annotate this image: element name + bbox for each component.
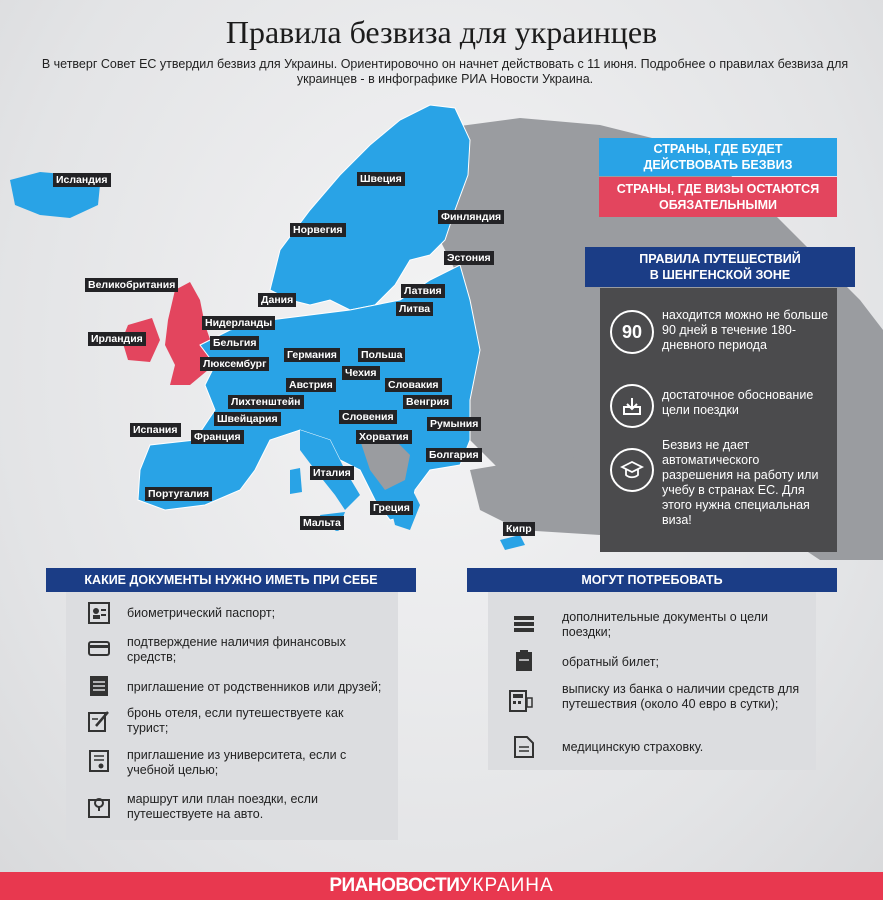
page-title: Правила безвиза для украинцев (225, 14, 658, 50)
footer-brand (0, 872, 883, 900)
label-bulgaria: Болгария (426, 448, 482, 462)
label-hungary: Венгрия (403, 395, 452, 409)
sardinia (290, 468, 302, 494)
card-icon (86, 636, 112, 662)
label-netherlands: Нидерланды (202, 316, 275, 330)
label-slovenia: Словения (339, 410, 397, 424)
label-latvia: Латвия (401, 284, 445, 298)
label-estonia: Эстония (444, 251, 494, 265)
documents-header (46, 568, 416, 592)
documents-stack-icon (511, 612, 537, 638)
rule-stay-limit: находится можно не больше 90 дней в течение 180-дневного периода (662, 308, 829, 352)
rule-purpose: достаточное обоснование цели поездки (662, 388, 814, 417)
download-icon (610, 384, 654, 428)
label-switzerland: Швейцария (214, 412, 281, 426)
route-map-icon (86, 794, 112, 820)
insurance-icon (511, 734, 537, 760)
page-subtitle: В четверг Совет ЕС утвердил безвиз для Украины. Ориентировочно он начнет действовать с 11 июня. Подробнее о правилах безвиза для украинцев - в инфографике РИА Новости Украина. (41, 57, 849, 86)
label-france: Франция (191, 430, 244, 444)
doc-university: приглашение из университета, если с учебной целью; (127, 748, 347, 777)
may-require-header-text: МОГУТ ПОТРЕБОВАТЬ (581, 573, 723, 587)
documents-header-text: КАКИЕ ДОКУМЕНТЫ НУЖНО ИМЕТЬ ПРИ СЕБЕ (84, 573, 378, 587)
ticket-icon (511, 648, 537, 674)
label-great-britain: Великобритания (85, 278, 178, 292)
brand-ria: РИАНОВОСТИ (329, 875, 460, 896)
req-return-ticket: обратный билет; (562, 655, 659, 669)
label-greece: Греция (370, 501, 413, 515)
label-czechia: Чехия (342, 366, 380, 380)
label-germany: Германия (284, 348, 340, 362)
label-ireland: Ирландия (88, 332, 146, 346)
label-romania: Румыния (427, 417, 481, 431)
label-italy: Италия (310, 466, 354, 480)
label-lithuania: Литва (396, 302, 433, 316)
rule-no-work: Безвиз не дает автоматического разрешения на работу или учебу в странах ЕС. Для этого нужна специальная виза! (662, 438, 819, 527)
doc-route: маршрут или план поездки, если путешествуете на авто. (127, 792, 318, 821)
label-norway: Норвегия (290, 223, 346, 237)
passport-icon (86, 600, 112, 626)
legend-visa-required (599, 177, 837, 217)
label-croatia: Хорватия (356, 430, 412, 444)
doc-passport: биометрический паспорт; (127, 606, 276, 620)
may-require-header (467, 568, 837, 592)
label-poland: Польша (358, 348, 405, 362)
rules-header-text: ПРАВИЛА ПУТЕШЕСТВИЙ В ШЕНГЕНСКОЙ ЗОНЕ (639, 252, 801, 282)
cyprus (500, 535, 525, 550)
hotel-booking-icon (86, 708, 112, 734)
doc-finances: подтверждение наличия финансовых средств; (127, 635, 346, 664)
graduation-cap-icon (610, 448, 654, 492)
req-extra-docs: дополнительные документы о цели поездки; (562, 610, 768, 639)
label-iceland: Исландия (53, 173, 111, 187)
label-sweden: Швеция (357, 172, 405, 186)
rules-header (585, 247, 855, 287)
bank-statement-icon (507, 688, 533, 714)
req-bank-statement: выписку из банка о наличии средств для путешествия (около 40 евро в сутки); (562, 682, 800, 711)
legend-visa-required-text: СТРАНЫ, ГДЕ ВИЗЫ ОСТАЮТСЯ ОБЯЗАТЕЛЬНЫМИ (616, 182, 820, 212)
label-austria: Австрия (286, 378, 336, 392)
label-finland: Финляндия (438, 210, 504, 224)
ninety-days-value: 90 (621, 321, 643, 342)
legend-visa-free (599, 138, 837, 176)
req-insurance: медицинскую страховку. (562, 740, 704, 754)
doc-hotel: бронь отеля, если путешествуете как турист; (127, 706, 344, 735)
rules-box (600, 288, 837, 552)
doc-invitation: приглашение от родственников или друзей; (127, 680, 382, 694)
label-luxembourg: Люксембург (200, 357, 269, 371)
label-denmark: Дания (258, 293, 296, 307)
label-spain: Испания (130, 423, 181, 437)
label-cyprus: Кипр (503, 522, 535, 536)
ninety-days-icon (610, 310, 654, 354)
label-malta: Мальта (300, 516, 344, 530)
label-portugal: Португалия (145, 487, 212, 501)
legend-visa-free-text: СТРАНЫ, ГДЕ БУДЕТ ДЕЙСТВОВАТЬ БЕЗВИЗ (643, 142, 793, 172)
label-belgium: Бельгия (210, 336, 259, 350)
certificate-icon (86, 748, 112, 774)
invitation-icon (86, 673, 112, 699)
label-liechtenstein: Лихтенштейн (228, 395, 304, 409)
brand-ukraina: УКРАИНА (459, 875, 554, 896)
label-slovakia: Словакия (385, 378, 442, 392)
